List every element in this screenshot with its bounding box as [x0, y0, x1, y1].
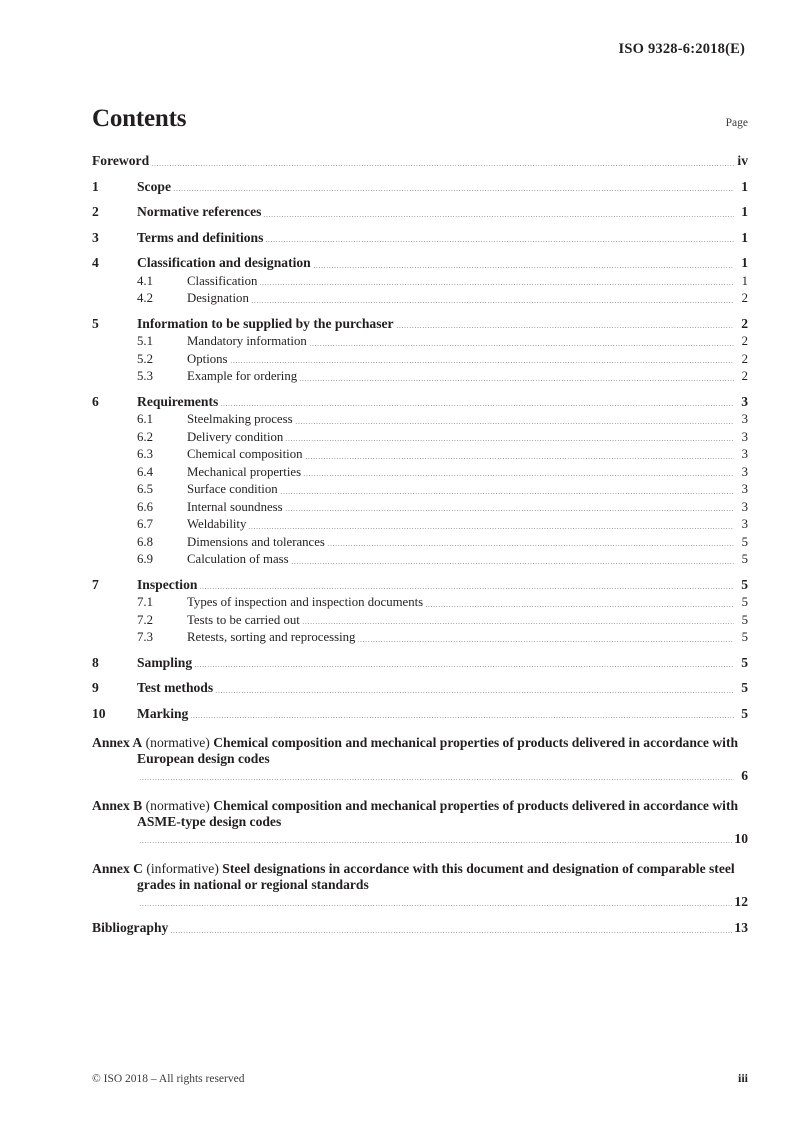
toc-entry-page: 5 — [741, 576, 748, 592]
toc-entry-number: 4.2 — [137, 291, 153, 305]
toc-entry-number: 5.3 — [137, 369, 153, 383]
toc-entry-number: 6.1 — [137, 412, 153, 426]
dot-leader — [309, 345, 734, 346]
toc-entry-number: 6.7 — [137, 517, 153, 531]
toc-entry-title: Classification and designation — [137, 255, 311, 270]
toc-entry-page: 1 — [741, 255, 748, 270]
toc-entry-number: 4 — [92, 255, 99, 270]
toc-entry-title: Inspection — [137, 576, 198, 592]
toc-entry-number: 6.2 — [137, 429, 153, 444]
dot-leader — [299, 380, 733, 381]
toc-entry[interactable] — [92, 368, 748, 384]
toc-entry-title: Normative references — [137, 204, 262, 219]
toc-entry[interactable] — [92, 920, 748, 936]
toc-entry[interactable] — [92, 629, 748, 645]
toc-entry-title: Chemical composition and mechanical properties of products delivered in accordance with ASME-type design codes — [137, 797, 739, 829]
toc-entry-number: 5.2 — [137, 351, 153, 366]
toc-entry-title: Scope — [137, 178, 171, 194]
toc-entry[interactable] — [92, 255, 748, 271]
toc-entry-label — [92, 735, 738, 767]
table-of-contents — [92, 104, 748, 936]
page-title: Contents — [92, 105, 187, 132]
toc-entry-number: 7.1 — [137, 595, 153, 609]
toc-entry-page: 3 — [741, 412, 748, 426]
toc-entry-label — [187, 594, 735, 610]
toc-entry-title: Sampling — [137, 654, 193, 670]
toc-entry-page: 3 — [741, 517, 748, 531]
toc-entry-title: Delivery condition — [187, 429, 284, 444]
toc-entry-label — [187, 481, 735, 497]
dot-leader — [259, 284, 733, 285]
toc-entry-number: 7 — [92, 576, 99, 592]
toc-entry-label — [137, 706, 735, 722]
toc-entry-title: Types of inspection and inspection documents — [187, 595, 424, 609]
dot-leader — [173, 190, 734, 191]
toc-entry-title: Marking — [137, 705, 189, 721]
toc-entry-page: 5 — [741, 705, 748, 721]
toc-entry-label — [187, 273, 735, 289]
toc-entry[interactable] — [92, 551, 748, 567]
toc-entry[interactable] — [92, 861, 748, 911]
toc-entry[interactable] — [92, 534, 748, 550]
toc-entry-page: 5 — [741, 612, 748, 627]
toc-entry-tail — [137, 894, 748, 911]
toc-entry-label — [187, 351, 735, 367]
toc-entry[interactable] — [92, 179, 748, 195]
toc-entry-title: Tests to be carried out — [187, 612, 300, 627]
toc-entry-label — [187, 629, 735, 645]
toc-entry-label — [92, 861, 735, 893]
toc-entry-number: 1 — [92, 178, 99, 194]
toc-entry[interactable] — [92, 446, 748, 462]
toc-entry-page: 2 — [741, 334, 748, 348]
toc-entry-label — [187, 551, 735, 567]
toc-entry-number: 3 — [92, 229, 99, 245]
dot-leader — [265, 241, 733, 242]
toc-entry[interactable] — [92, 798, 748, 848]
toc-entry-page: 2 — [741, 369, 748, 383]
toc-entry-title: Internal soundness — [187, 499, 283, 514]
toc-entry-label — [92, 798, 738, 830]
toc-entry-number: 10 — [92, 705, 106, 721]
dot-leader — [170, 932, 732, 933]
toc-entry-number: 6.3 — [137, 447, 153, 461]
toc-entry[interactable] — [92, 516, 748, 532]
toc-entry-title: Steelmaking process — [187, 412, 293, 426]
toc-entry-label — [137, 204, 735, 220]
toc-entry-page: 2 — [741, 291, 748, 305]
toc-entry-number: Annex B — [92, 797, 143, 813]
dot-leader — [291, 563, 734, 564]
toc-entry[interactable] — [92, 316, 748, 332]
toc-entry-page: 5 — [741, 534, 748, 549]
page-column-header: Page — [725, 117, 748, 129]
dot-leader — [215, 692, 733, 693]
dot-leader — [285, 510, 734, 511]
dot-leader — [327, 545, 734, 546]
toc-entry[interactable] — [92, 429, 748, 445]
toc-entry-number: 7.2 — [137, 612, 153, 627]
toc-entry-label — [137, 230, 735, 246]
toc-entry[interactable] — [92, 333, 748, 349]
toc-entry-number: 5 — [92, 315, 99, 331]
toc-entry-label — [187, 446, 735, 462]
toc-entry-kind: (normative) — [142, 797, 214, 813]
toc-entry[interactable] — [92, 577, 748, 593]
toc-entry-page: 5 — [741, 595, 748, 609]
toc-entry-title: Steel designations in accordance with this document and designation of comparable steel grades in national or regional standards — [137, 860, 735, 892]
dot-leader — [251, 302, 734, 303]
toc-entry-label — [92, 920, 733, 936]
toc-entry-label — [137, 255, 735, 271]
toc-entry-number: 2 — [92, 204, 99, 219]
dot-leader — [151, 165, 733, 166]
toc-entry-title: Calculation of mass — [187, 552, 289, 566]
toc-entry-title: Test methods — [137, 680, 214, 695]
dot-leader — [396, 327, 734, 328]
toc-entry-label — [187, 368, 735, 384]
document-number-header: ISO 9328-6:2018(E) — [618, 41, 745, 57]
toc-entry-tail — [137, 768, 748, 785]
toc-entry-label — [187, 464, 735, 480]
dot-leader — [280, 493, 734, 494]
toc-entry-number: 5.1 — [137, 334, 153, 348]
toc-entry-label — [187, 290, 735, 306]
toc-entry-number: 6.8 — [137, 534, 153, 549]
toc-entry-title: Chemical composition — [187, 447, 303, 461]
toc-entry-page: 13 — [734, 920, 748, 935]
dot-leader — [302, 623, 734, 624]
toc-entry-page: 5 — [741, 630, 748, 644]
toc-entry[interactable] — [92, 735, 748, 785]
toc-entry-page: 5 — [741, 552, 748, 566]
dot-leader — [139, 842, 732, 843]
toc-entry-page: 1 — [741, 273, 748, 288]
toc-entry-page: 12 — [734, 893, 748, 909]
toc-entry-page: 2 — [741, 315, 748, 331]
toc-entry-title: Options — [187, 351, 228, 366]
dot-leader — [425, 606, 733, 607]
dot-leader — [220, 405, 733, 406]
toc-entry-label — [137, 394, 735, 410]
dot-leader — [313, 267, 734, 268]
dot-leader — [285, 440, 733, 441]
toc-entry-number: Annex C — [92, 860, 143, 876]
toc-entry-page: 10 — [734, 830, 748, 846]
dot-leader — [248, 528, 733, 529]
toc-entry-title: Mechanical properties — [187, 464, 302, 479]
toc-entry[interactable] — [92, 153, 748, 169]
toc-entry[interactable] — [92, 230, 748, 246]
toc-entry[interactable] — [92, 706, 748, 722]
toc-entry-page: 3 — [741, 499, 748, 514]
toc-entry-label — [137, 316, 735, 332]
toc-entry-label — [187, 333, 735, 349]
toc-entry[interactable] — [92, 594, 748, 610]
toc-entry-title: Bibliography — [92, 920, 169, 935]
toc-entry-title: Designation — [187, 291, 249, 305]
dot-leader — [230, 362, 734, 363]
toc-entry-label — [137, 680, 735, 696]
toc-entry-page: 2 — [741, 351, 748, 366]
toc-entry-title: Weldability — [187, 517, 247, 531]
dot-leader — [305, 458, 734, 459]
toc-entry[interactable] — [92, 394, 748, 410]
toc-entry-label — [187, 499, 735, 515]
toc-entry-page: 5 — [741, 680, 748, 695]
toc-entry-label — [137, 179, 735, 195]
toc-entry[interactable] — [92, 204, 748, 220]
toc-entry-label — [187, 429, 735, 445]
dot-leader — [357, 641, 733, 642]
toc-entry-number: 7.3 — [137, 630, 153, 644]
toc-entry-kind: (normative) — [142, 734, 214, 750]
toc-entry-number: 6.9 — [137, 552, 153, 566]
toc-entry-page: 3 — [741, 464, 748, 479]
dot-leader — [303, 475, 733, 476]
toc-entry-page: 3 — [741, 482, 748, 496]
toc-entry-number: 8 — [92, 654, 99, 670]
toc-entry-title: Surface condition — [187, 482, 278, 496]
toc-entry-title: Dimensions and tolerances — [187, 534, 325, 549]
toc-entry[interactable] — [92, 655, 748, 671]
toc-entry-number: 6.6 — [137, 499, 153, 514]
toc-entry-page: 5 — [741, 654, 748, 670]
toc-entry-list — [92, 153, 748, 936]
toc-entry[interactable] — [92, 351, 748, 367]
page-folio: iii — [737, 1071, 748, 1085]
toc-entry-tail — [137, 831, 748, 848]
toc-entry-title: Example for ordering — [187, 369, 298, 383]
toc-entry-label — [187, 411, 735, 427]
toc-entry[interactable] — [92, 481, 748, 497]
toc-entry-title: Requirements — [137, 393, 219, 409]
copyright-notice: © ISO 2018 – All rights reserved — [92, 1073, 245, 1085]
dot-leader — [139, 779, 734, 780]
toc-entry-title: Retests, sorting and reprocessing — [187, 630, 356, 644]
dot-leader — [199, 588, 733, 589]
toc-entry-title: Classification — [187, 273, 258, 288]
toc-entry-number: 6.5 — [137, 482, 153, 496]
toc-entry-page: 3 — [741, 447, 748, 461]
toc-entry-kind: (informative) — [142, 860, 223, 876]
toc-entry-label — [187, 516, 735, 532]
toc-entry-number: 9 — [92, 680, 99, 695]
toc-entry-number: 4.1 — [137, 273, 153, 288]
toc-entry[interactable] — [92, 612, 748, 628]
toc-entry-page: 3 — [741, 393, 748, 409]
toc-entry-number: 6 — [92, 393, 99, 409]
toc-entry[interactable] — [92, 273, 748, 289]
toc-entry[interactable] — [92, 464, 748, 480]
toc-entry-number: 6.4 — [137, 464, 153, 479]
dot-leader — [139, 905, 732, 906]
dot-leader — [263, 216, 733, 217]
toc-entry-label — [92, 153, 735, 169]
toc-entry-number: Annex A — [92, 734, 143, 750]
dot-leader — [190, 717, 733, 718]
toc-entry-page: 1 — [741, 229, 748, 245]
toc-entry-title: Foreword — [92, 153, 150, 168]
toc-entry-title: Information to be supplied by the purchaser — [137, 315, 394, 331]
toc-entry-label — [137, 655, 735, 671]
toc-entry-page: 3 — [741, 429, 748, 444]
toc-entry[interactable] — [92, 680, 748, 696]
toc-entry-label — [137, 577, 735, 593]
toc-entry[interactable] — [92, 411, 748, 427]
toc-entry-label — [187, 612, 735, 628]
toc-entry-page: 1 — [741, 178, 748, 194]
toc-entry-title: Mandatory information — [187, 334, 307, 348]
dot-leader — [295, 423, 734, 424]
toc-entry[interactable] — [92, 499, 748, 515]
toc-entry-page: 6 — [741, 767, 748, 783]
toc-entry[interactable] — [92, 290, 748, 306]
page-footer — [92, 1071, 748, 1086]
toc-entry-title: Chemical composition and mechanical properties of products delivered in accordance with European design codes — [137, 734, 739, 766]
toc-entry-page: iv — [737, 153, 748, 168]
toc-entry-label — [187, 534, 735, 550]
toc-entry-title: Terms and definitions — [137, 229, 264, 245]
toc-entry-page: 1 — [741, 204, 748, 219]
dot-leader — [194, 666, 733, 667]
